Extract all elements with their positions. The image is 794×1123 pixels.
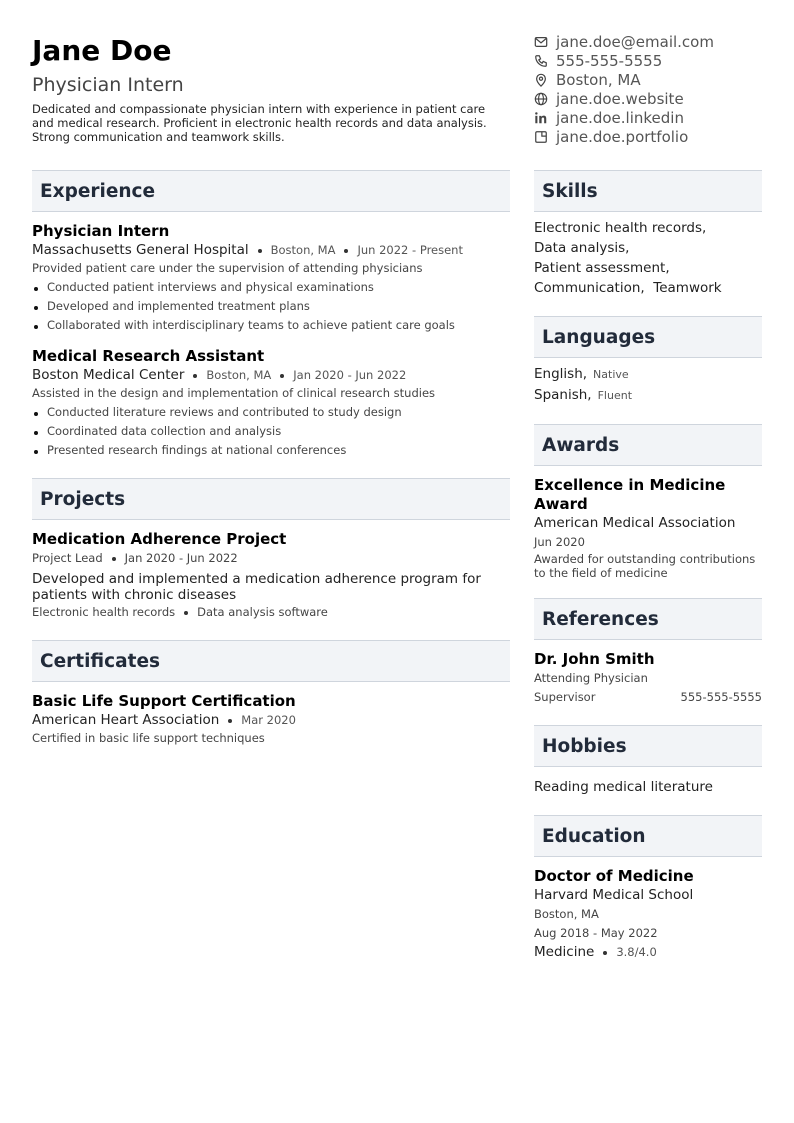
contact-website[interactable] <box>534 89 762 108</box>
certificates-section <box>32 640 510 746</box>
project-title: Medication Adherence Project <box>32 530 287 548</box>
job-location: Boston, MA <box>206 368 272 382</box>
project-role: Project Lead <box>32 551 103 565</box>
project-tag: Data analysis software <box>197 605 328 619</box>
language-item <box>534 385 762 406</box>
job-title: Physician Intern <box>32 222 170 240</box>
contact-phone-text: 555-555-5555 <box>556 51 663 70</box>
job-org-line <box>32 366 510 385</box>
job-bullets <box>32 278 510 335</box>
contact-location <box>534 70 762 89</box>
job-dates: Jan 2020 - Jun 2022 <box>293 368 407 382</box>
certificates-heading: Certificates <box>32 640 510 682</box>
projects-heading: Projects <box>32 478 510 520</box>
contact-phone[interactable] <box>534 51 762 70</box>
languages-list <box>534 364 762 406</box>
skills-section <box>534 170 762 298</box>
summary: Dedicated and compassionate physician intern with experience in patient care and medical research. Proficient in electronic health records and data analysis. Strong communication and teamwork skills. <box>32 102 487 144</box>
education-field: Medicine <box>534 944 595 960</box>
skills-heading: Skills <box>534 170 762 212</box>
certificate-date: Mar 2020 <box>241 713 296 727</box>
education-field-line <box>534 943 762 962</box>
languages-heading: Languages <box>534 316 762 358</box>
skill-line: Electronic health records, <box>534 220 707 236</box>
job-bullets <box>32 403 510 460</box>
separator-dot <box>112 557 116 561</box>
main-column <box>32 170 510 764</box>
contact-location-text: Boston, MA <box>556 70 641 89</box>
linkedin-icon <box>534 111 548 125</box>
reference-item <box>534 650 762 707</box>
candidate-name: Jane Doe <box>32 34 172 67</box>
job-org: Boston Medical Center <box>32 367 185 383</box>
separator-dot <box>228 719 232 723</box>
languages-section <box>534 316 762 406</box>
project-dates: Jan 2020 - Jun 2022 <box>124 551 238 565</box>
language-name: Spanish, <box>534 387 592 403</box>
education-heading: Education <box>534 815 762 857</box>
reference-contact-line <box>534 688 762 707</box>
bullet-item: Presented research findings at national conferences <box>32 441 510 460</box>
award-title: Excellence in Medicine Award <box>534 476 726 513</box>
education-dates: Aug 2018 - May 2022 <box>534 926 658 940</box>
job-dates: Jun 2022 - Present <box>357 243 463 257</box>
separator-dot <box>258 249 262 253</box>
job-title: Medical Research Assistant <box>32 347 265 365</box>
award-date: Jun 2020 <box>534 535 585 549</box>
contact-portfolio-text: jane.doe.portfolio <box>556 127 689 146</box>
education-section <box>534 815 762 962</box>
separator-dot <box>193 374 197 378</box>
language-name: English, <box>534 366 588 382</box>
skills-list <box>534 218 762 298</box>
references-heading: References <box>534 598 762 640</box>
contact-email[interactable] <box>534 32 762 51</box>
reference-position: Attending Physician <box>534 671 648 685</box>
certificate-item <box>32 692 510 746</box>
contact-list <box>534 32 762 146</box>
location-icon <box>534 73 548 87</box>
header <box>32 34 510 144</box>
education-gpa: 3.8/4.0 <box>616 945 657 959</box>
degree: Doctor of Medicine <box>534 867 694 885</box>
job-description: Provided patient care under the supervision of attending physicians <box>32 261 423 275</box>
education-location: Boston, MA <box>534 907 599 921</box>
portfolio-icon <box>534 130 548 144</box>
projects-section <box>32 478 510 622</box>
awards-section <box>534 424 762 580</box>
separator-dot <box>603 951 607 955</box>
contact-email-text: jane.doe@email.com <box>556 32 714 51</box>
certificate-description: Certified in basic life support techniques <box>32 731 265 745</box>
hobby-item: Reading medical literature <box>534 779 713 795</box>
separator-dot <box>344 249 348 253</box>
phone-icon <box>534 54 548 68</box>
award-description: Awarded for outstanding contributions to the field of medicine <box>534 552 756 580</box>
language-level: Native <box>593 368 629 381</box>
separator-dot <box>184 611 188 615</box>
awards-heading: Awards <box>534 424 762 466</box>
job-location: Boston, MA <box>270 243 336 257</box>
project-tag: Electronic health records <box>32 605 176 619</box>
job-org-line <box>32 241 510 260</box>
mail-icon <box>534 35 548 49</box>
bullet-item: Collaborated with interdisciplinary teams to achieve patient care goals <box>32 316 510 335</box>
contact-portfolio[interactable] <box>534 127 762 146</box>
certificate-org-line <box>32 711 510 730</box>
certificate-org: American Heart Association <box>32 712 220 728</box>
bullet-item: Developed and implemented treatment plans <box>32 297 510 316</box>
job-description: Assisted in the design and implementation of clinical research studies <box>32 386 436 400</box>
experience-item <box>32 347 510 460</box>
contact-linkedin[interactable] <box>534 108 762 127</box>
separator-dot <box>280 374 284 378</box>
hobbies-section <box>534 725 762 797</box>
contact-website-text: jane.doe.website <box>556 89 684 108</box>
hobbies-heading: Hobbies <box>534 725 762 767</box>
project-item <box>32 530 510 622</box>
reference-name: Dr. John Smith <box>534 650 655 668</box>
experience-item <box>32 222 510 335</box>
language-level: Fluent <box>597 389 633 402</box>
bullet-item: Conducted literature reviews and contributed to study design <box>32 403 510 422</box>
globe-icon <box>534 92 548 106</box>
award-org: American Medical Association <box>534 515 736 531</box>
language-item <box>534 364 762 385</box>
award-item <box>534 476 762 580</box>
skill-line: Patient assessment, <box>534 260 670 276</box>
project-meta-line <box>32 549 510 568</box>
job-org: Massachusetts General Hospital <box>32 242 249 258</box>
skill-line: Data analysis, <box>534 240 630 256</box>
references-section <box>534 598 762 707</box>
bullet-item: Conducted patient interviews and physical examinations <box>32 278 510 297</box>
side-column <box>534 170 762 980</box>
reference-phone[interactable]: 555-555-5555 <box>680 690 762 704</box>
education-item <box>534 867 762 962</box>
skill-line: Communication, Teamwork <box>534 280 722 296</box>
experience-section <box>32 170 510 460</box>
school: Harvard Medical School <box>534 887 694 903</box>
experience-heading: Experience <box>32 170 510 212</box>
project-tags <box>32 603 510 622</box>
project-description: Developed and implemented a medication adherence program for patients with chronic diseases <box>32 571 481 603</box>
bullet-item: Coordinated data collection and analysis <box>32 422 510 441</box>
reference-relation: Supervisor <box>534 690 596 704</box>
contact-linkedin-text: jane.doe.linkedin <box>556 108 684 127</box>
candidate-title: Physician Intern <box>32 74 184 96</box>
certificate-title: Basic Life Support Certification <box>32 692 296 710</box>
